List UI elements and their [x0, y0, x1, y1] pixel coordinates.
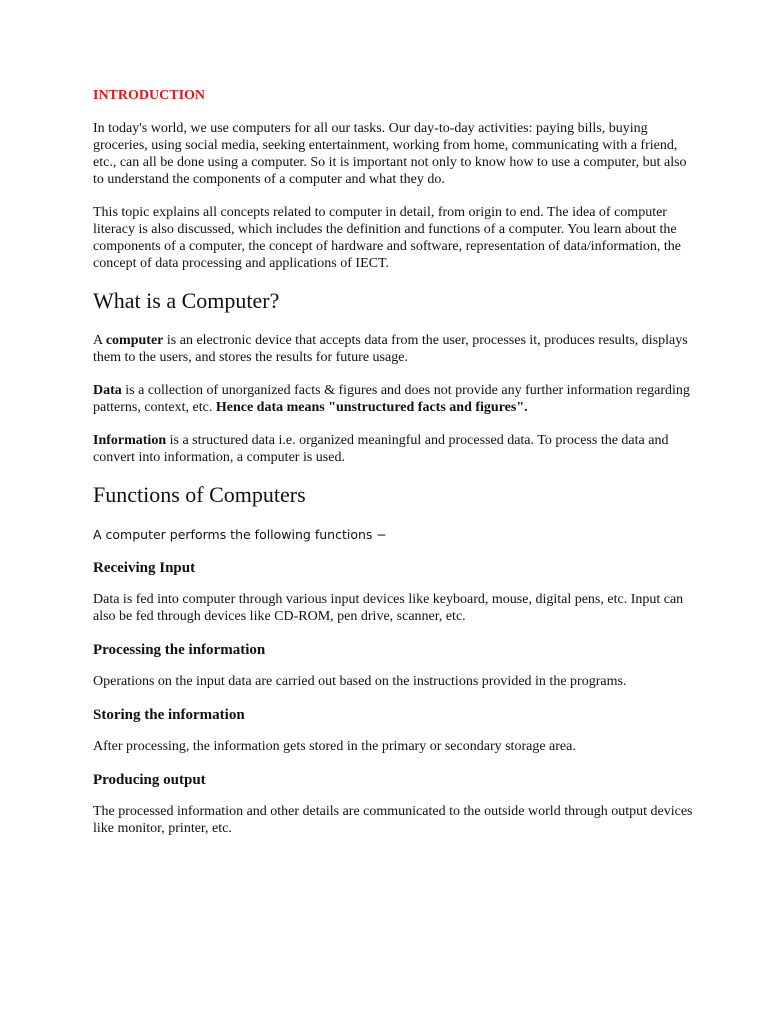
what-is-computer-heading: What is a Computer? — [93, 288, 280, 313]
computer-definition-prefix: A — [93, 333, 106, 348]
data-term: Data — [93, 383, 122, 398]
function-text-producing-output: The processed information and other details are communicated to the outside world through output devices like monitor, printer, etc. — [93, 804, 693, 836]
function-title-processing: Processing the information — [93, 642, 266, 658]
computer-term: computer — [105, 333, 164, 348]
function-title-storing: Storing the information — [93, 707, 245, 723]
function-title-receiving-input: Receiving Input — [93, 560, 196, 576]
function-text-processing: Operations on the input data are carried out based on the instructions provided in the programs. — [93, 674, 627, 689]
function-text-receiving-input: Data is fed into computer through various input devices like keyboard, mouse, digital pens, etc. Input can also be fed through devices like CD-ROM, pen drive, scanner, etc. — [93, 592, 684, 624]
computer-definition-paragraph — [93, 332, 693, 366]
functions-heading: Functions of Computers — [93, 482, 306, 507]
intro-paragraph-1: In today's world, we use computers for all our tasks. Our day-to-day activities: paying bills, buying groceries, using social media, seeking entertainment, working from home, communicating with a friend, etc., can all be done using a computer. So it is important not only to know how to use a computer, but also to understand the components of a computer and what they do. — [93, 121, 687, 187]
function-title-producing-output: Producing output — [93, 772, 206, 788]
functions-intro: A computer performs the following functions − — [93, 527, 387, 542]
data-definition-text: is a collection of unorganized facts & figures and does not provide any further information regarding patterns, context, etc. — [93, 383, 690, 415]
information-term: Information — [93, 433, 167, 448]
information-definition-text: is a structured data i.e. organized meaningful and processed data. To process the data and convert into information, a computer is used. — [93, 433, 669, 465]
document-page — [93, 86, 693, 853]
function-text-storing: After processing, the information gets stored in the primary or secondary storage area. — [93, 739, 576, 754]
computer-definition-text: is an electronic device that accepts data from the user, processes it, produces results, displays them to the users, and stores the results for future usage. — [93, 333, 688, 365]
data-emphasis: Hence data means "unstructured facts and figures". — [215, 400, 528, 415]
intro-paragraph-2: This topic explains all concepts related to computer in detail, from origin to end. The idea of computer literacy is also discussed, which includes the definition and functions of a computer. You learn about the components of a computer, the concept of hardware and software, representation of data/information, the concept of data processing and applications of IECT. — [93, 205, 681, 271]
data-definition-paragraph — [93, 382, 693, 416]
information-definition-paragraph — [93, 432, 693, 466]
introduction-heading: INTRODUCTION — [93, 88, 206, 103]
